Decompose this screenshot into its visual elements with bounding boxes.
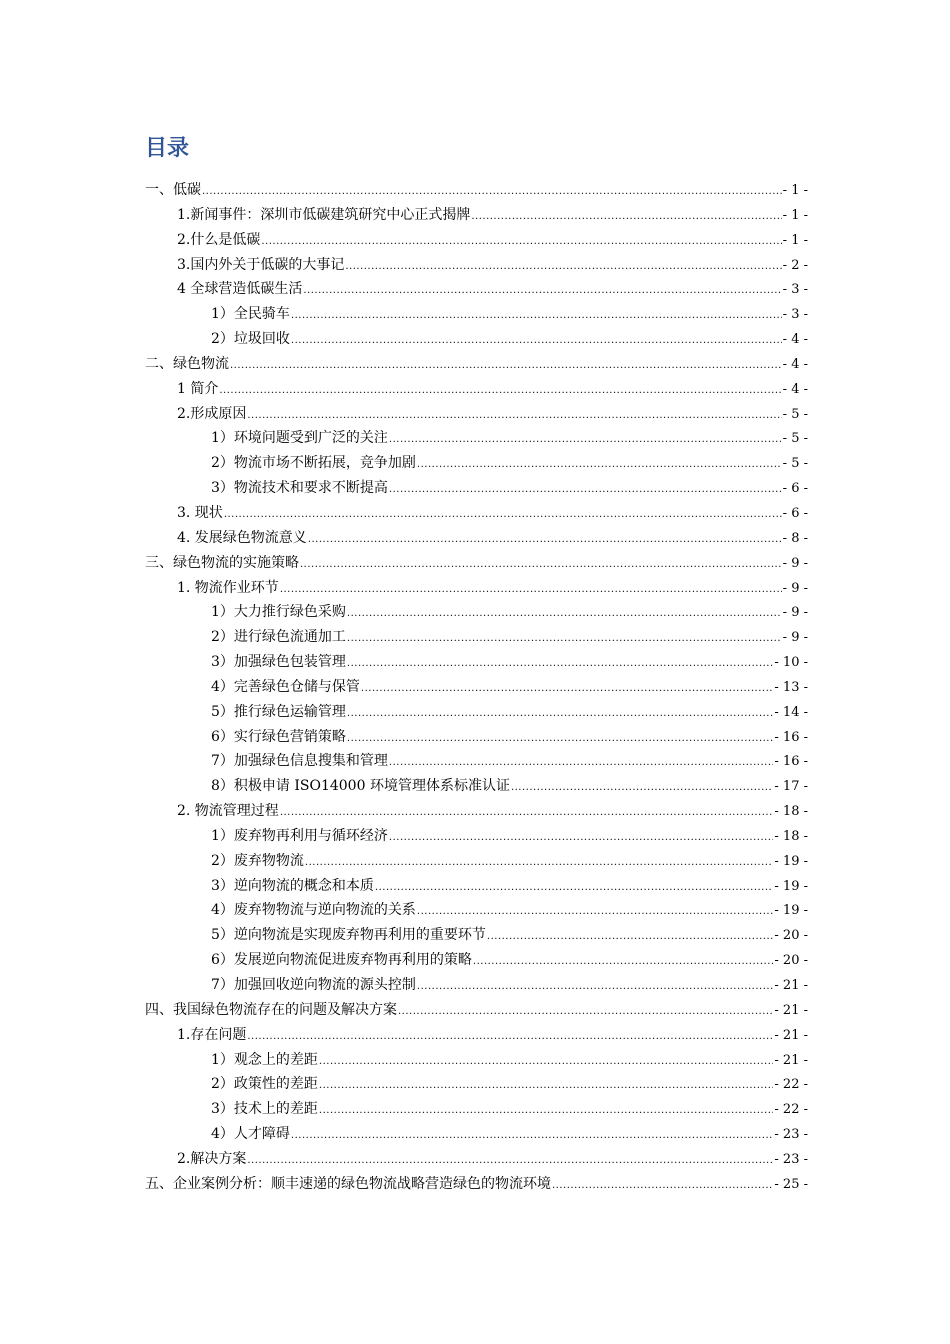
toc-dot-leader	[375, 876, 773, 901]
toc-entry[interactable]	[145, 1147, 808, 1172]
toc-entry-text: 2.解决方案	[177, 1150, 247, 1167]
toc-entry[interactable]	[145, 923, 808, 948]
toc-list	[145, 178, 808, 1197]
toc-entry[interactable]	[145, 203, 808, 228]
toc-dot-leader	[300, 553, 782, 578]
toc-entry-text: 4）人才障碍	[211, 1126, 290, 1143]
toc-page-number: - 19 -	[774, 903, 808, 919]
toc-dot-leader	[347, 652, 773, 677]
toc-page-number: - 22 -	[774, 1102, 808, 1118]
toc-entry[interactable]	[145, 576, 808, 601]
toc-page-number: - 9 -	[782, 630, 808, 646]
toc-page-number: - 8 -	[782, 530, 808, 546]
toc-entry[interactable]	[145, 675, 808, 700]
toc-entry-text: 1.新闻事件：深圳市低碳建筑研究中心正式揭牌	[177, 206, 471, 223]
toc-entry-text: 三、绿色物流的实施策略	[145, 554, 299, 571]
toc-page-number: - 16 -	[774, 729, 808, 745]
toc-dot-leader	[247, 1149, 773, 1174]
toc-entry-text: 2）垃圾回收	[211, 331, 290, 348]
toc-page-number: - 4 -	[782, 381, 808, 397]
toc-dot-leader	[230, 354, 782, 379]
toc-dot-leader	[389, 826, 773, 851]
toc-dot-leader	[389, 428, 782, 453]
toc-entry-text: 2）政策性的差距	[211, 1076, 318, 1093]
toc-page-number: - 9 -	[782, 555, 808, 571]
toc-dot-leader	[319, 1074, 773, 1099]
toc-page-number: - 21 -	[774, 1052, 808, 1068]
toc-page-number: - 19 -	[774, 878, 808, 894]
toc-entry[interactable]	[145, 253, 808, 278]
toc-entry-text: 6）发展逆向物流促进废弃物再利用的策略	[211, 952, 472, 969]
toc-entry-text: 1 简介	[177, 380, 219, 397]
toc-entry-text: 2）物流市场不断拓展，竞争加剧	[211, 455, 416, 472]
toc-entry[interactable]	[145, 725, 808, 750]
toc-entry-text: 8）积极申请 ISO14000 环境管理体系标准认证	[211, 778, 510, 795]
toc-page-number: - 9 -	[782, 605, 808, 621]
toc-page-number: - 1 -	[782, 232, 808, 248]
toc-page-number: - 23 -	[774, 1127, 808, 1143]
toc-entry[interactable]	[145, 277, 808, 302]
toc-page-number: - 4 -	[782, 332, 808, 348]
toc-dot-leader	[471, 205, 781, 230]
toc-dot-leader	[473, 950, 774, 975]
toc-page-number: - 22 -	[774, 1077, 808, 1093]
toc-entry-text: 二、绿色物流	[145, 355, 229, 372]
toc-entry[interactable]	[145, 526, 808, 551]
toc-dot-leader	[247, 404, 781, 429]
toc-entry-text: 2）废弃物物流	[211, 852, 304, 869]
toc-page-number: - 5 -	[782, 456, 808, 472]
toc-entry-text: 7）加强回收逆向物流的源头控制	[211, 977, 416, 993]
toc-page-number: - 14 -	[774, 704, 808, 720]
toc-entry[interactable]	[145, 799, 808, 824]
toc-page-number: - 1 -	[782, 183, 808, 198]
toc-entry[interactable]	[145, 327, 808, 352]
toc-dot-leader	[291, 1124, 773, 1149]
toc-entry[interactable]	[145, 1172, 808, 1197]
toc-entry[interactable]	[145, 1097, 808, 1122]
toc-dot-leader	[247, 1025, 773, 1050]
toc-entry[interactable]	[145, 625, 808, 650]
toc-dot-leader	[361, 677, 773, 702]
toc-dot-leader	[224, 503, 782, 528]
toc-dot-leader	[291, 329, 782, 354]
toc-dot-leader	[417, 975, 773, 1000]
toc-entry-text: 五、企业案例分析：顺丰速递的绿色物流战略营造绿色的物流环境	[145, 1175, 551, 1192]
toc-dot-leader	[511, 776, 773, 801]
toc-entry[interactable]	[145, 1048, 808, 1073]
toc-entry[interactable]	[145, 700, 808, 725]
toc-entry-text: 1）废弃物再利用与循环经济	[211, 827, 388, 844]
toc-page-number: - 17 -	[774, 779, 808, 795]
toc-dot-leader	[291, 304, 782, 329]
toc-entry[interactable]	[145, 774, 808, 799]
toc-page-number: - 20 -	[774, 928, 808, 944]
toc-page-number: - 1 -	[782, 207, 808, 223]
toc-entry-text: 3.国内外关于低碳的大事记	[177, 256, 345, 273]
toc-page-number: - 21 -	[774, 1027, 808, 1043]
toc-entry[interactable]	[145, 1072, 808, 1097]
toc-dot-leader	[345, 255, 781, 280]
toc-entry[interactable]	[145, 998, 808, 1023]
toc-entry[interactable]	[145, 973, 808, 998]
toc-page-number: - 10 -	[774, 655, 808, 671]
toc-entry[interactable]	[145, 948, 808, 973]
toc-page-number: - 4 -	[782, 356, 808, 372]
toc-entry-text: 四、我国绿色物流存在的问题及解决方案	[145, 1001, 397, 1018]
toc-entry-text: 1）观念上的差距	[211, 1051, 318, 1068]
toc-entry-text: 3）技术上的差距	[211, 1101, 318, 1118]
toc-page-number: - 16 -	[774, 754, 808, 770]
toc-entry-text: 4）完善绿色仓储与保管	[211, 678, 360, 695]
toc-dot-leader	[308, 528, 782, 553]
toc-entry[interactable]	[145, 898, 808, 923]
toc-entry-text: 4）废弃物物流与逆向物流的关系	[211, 902, 416, 919]
toc-entry[interactable]	[145, 1122, 808, 1147]
toc-entry[interactable]	[145, 178, 808, 203]
toc-entry[interactable]	[145, 402, 808, 427]
toc-entry-text: 2. 物流管理过程	[177, 803, 279, 820]
toc-entry[interactable]	[145, 302, 808, 327]
toc-page-number: - 9 -	[782, 580, 808, 596]
toc-entry-text: 3）逆向物流的概念和本质	[211, 877, 374, 894]
toc-dot-leader	[319, 1050, 773, 1075]
toc-page-number: - 3 -	[782, 307, 808, 323]
toc-entry-text: 3. 现状	[177, 504, 223, 521]
toc-dot-leader	[347, 627, 782, 652]
toc-page-number: - 20 -	[774, 953, 808, 969]
toc-entry[interactable]	[145, 874, 808, 899]
toc-page-number: - 5 -	[782, 406, 808, 422]
toc-entry-text: 1. 物流作业环节	[177, 579, 279, 596]
toc-dot-leader	[347, 727, 773, 752]
toc-entry-text: 3）物流技术和要求不断提高	[211, 480, 388, 497]
toc-dot-leader	[202, 180, 782, 205]
toc-entry[interactable]	[145, 824, 808, 849]
toc-page-number: - 2 -	[782, 257, 808, 273]
toc-entry-text: 4 全球营造低碳生活	[177, 281, 303, 298]
toc-page-number: - 6 -	[782, 481, 808, 497]
toc-dot-leader	[305, 851, 773, 876]
toc-dot-leader	[389, 478, 782, 503]
toc-dot-leader	[398, 1000, 773, 1025]
toc-entry-text: 一、低碳	[145, 182, 201, 198]
toc-dot-leader	[219, 379, 781, 404]
toc-entry-text: 5）推行绿色运输管理	[211, 703, 346, 720]
toc-page-number: - 18 -	[774, 804, 808, 820]
toc-entry[interactable]	[145, 377, 808, 402]
toc-dot-leader	[347, 702, 773, 727]
toc-dot-leader	[303, 279, 781, 304]
toc-entry-text: 5）逆向物流是实现废弃物再利用的重要环节	[211, 927, 486, 944]
toc-page-number: - 21 -	[774, 978, 808, 993]
toc-entry-text: 2.形成原因	[177, 405, 247, 422]
toc-dot-leader	[280, 578, 782, 603]
toc-entry[interactable]	[145, 451, 808, 476]
toc-dot-leader	[552, 1174, 773, 1199]
toc-page-number: - 3 -	[782, 282, 808, 298]
toc-page-number: - 21 -	[774, 1002, 808, 1018]
toc-page-number: - 23 -	[774, 1151, 808, 1167]
toc-dot-leader	[319, 1099, 773, 1124]
toc-entry[interactable]	[145, 352, 808, 377]
toc-dot-leader	[487, 925, 774, 950]
toc-title: 目录	[145, 136, 190, 161]
toc-page-number: - 13 -	[774, 679, 808, 695]
toc-entry-text: 2.什么是低碳	[177, 231, 261, 248]
toc-entry[interactable]	[145, 476, 808, 501]
toc-entry[interactable]	[145, 501, 808, 526]
toc-entry-text: 1.存在问题	[177, 1026, 247, 1043]
toc-entry[interactable]	[145, 426, 808, 451]
toc-entry-text: 2）进行绿色流通加工	[211, 629, 346, 646]
toc-page-number: - 25 -	[774, 1176, 808, 1192]
toc-entry-text: 1）环境问题受到广泛的关注	[211, 430, 388, 447]
toc-entry[interactable]	[145, 1023, 808, 1048]
toc-dot-leader	[417, 900, 773, 925]
toc-entry-text: 6）实行绿色营销策略	[211, 728, 346, 745]
toc-entry-text: 1）全民骑车	[211, 306, 290, 323]
toc-page-number: - 19 -	[774, 853, 808, 869]
toc-entry-text: 7）加强绿色信息搜集和管理	[211, 753, 388, 770]
toc-dot-leader	[280, 801, 774, 826]
toc-page-number: - 6 -	[782, 505, 808, 521]
toc-entry-text: 4. 发展绿色物流意义	[177, 529, 307, 546]
toc-entry[interactable]	[145, 849, 808, 874]
toc-entry-text: 1）大力推行绿色采购	[211, 604, 346, 621]
toc-entry[interactable]	[145, 551, 808, 576]
toc-dot-leader	[261, 230, 781, 255]
toc-entry[interactable]	[145, 600, 808, 625]
toc-entry[interactable]	[145, 650, 808, 675]
toc-page-number: - 5 -	[782, 431, 808, 447]
toc-entry[interactable]	[145, 228, 808, 253]
toc-entry-text: 3）加强绿色包装管理	[211, 654, 346, 671]
toc-dot-leader	[389, 751, 773, 776]
toc-page-number: - 18 -	[774, 828, 808, 844]
toc-dot-leader	[417, 453, 782, 478]
toc-entry[interactable]	[145, 749, 808, 774]
toc-dot-leader	[347, 602, 782, 627]
